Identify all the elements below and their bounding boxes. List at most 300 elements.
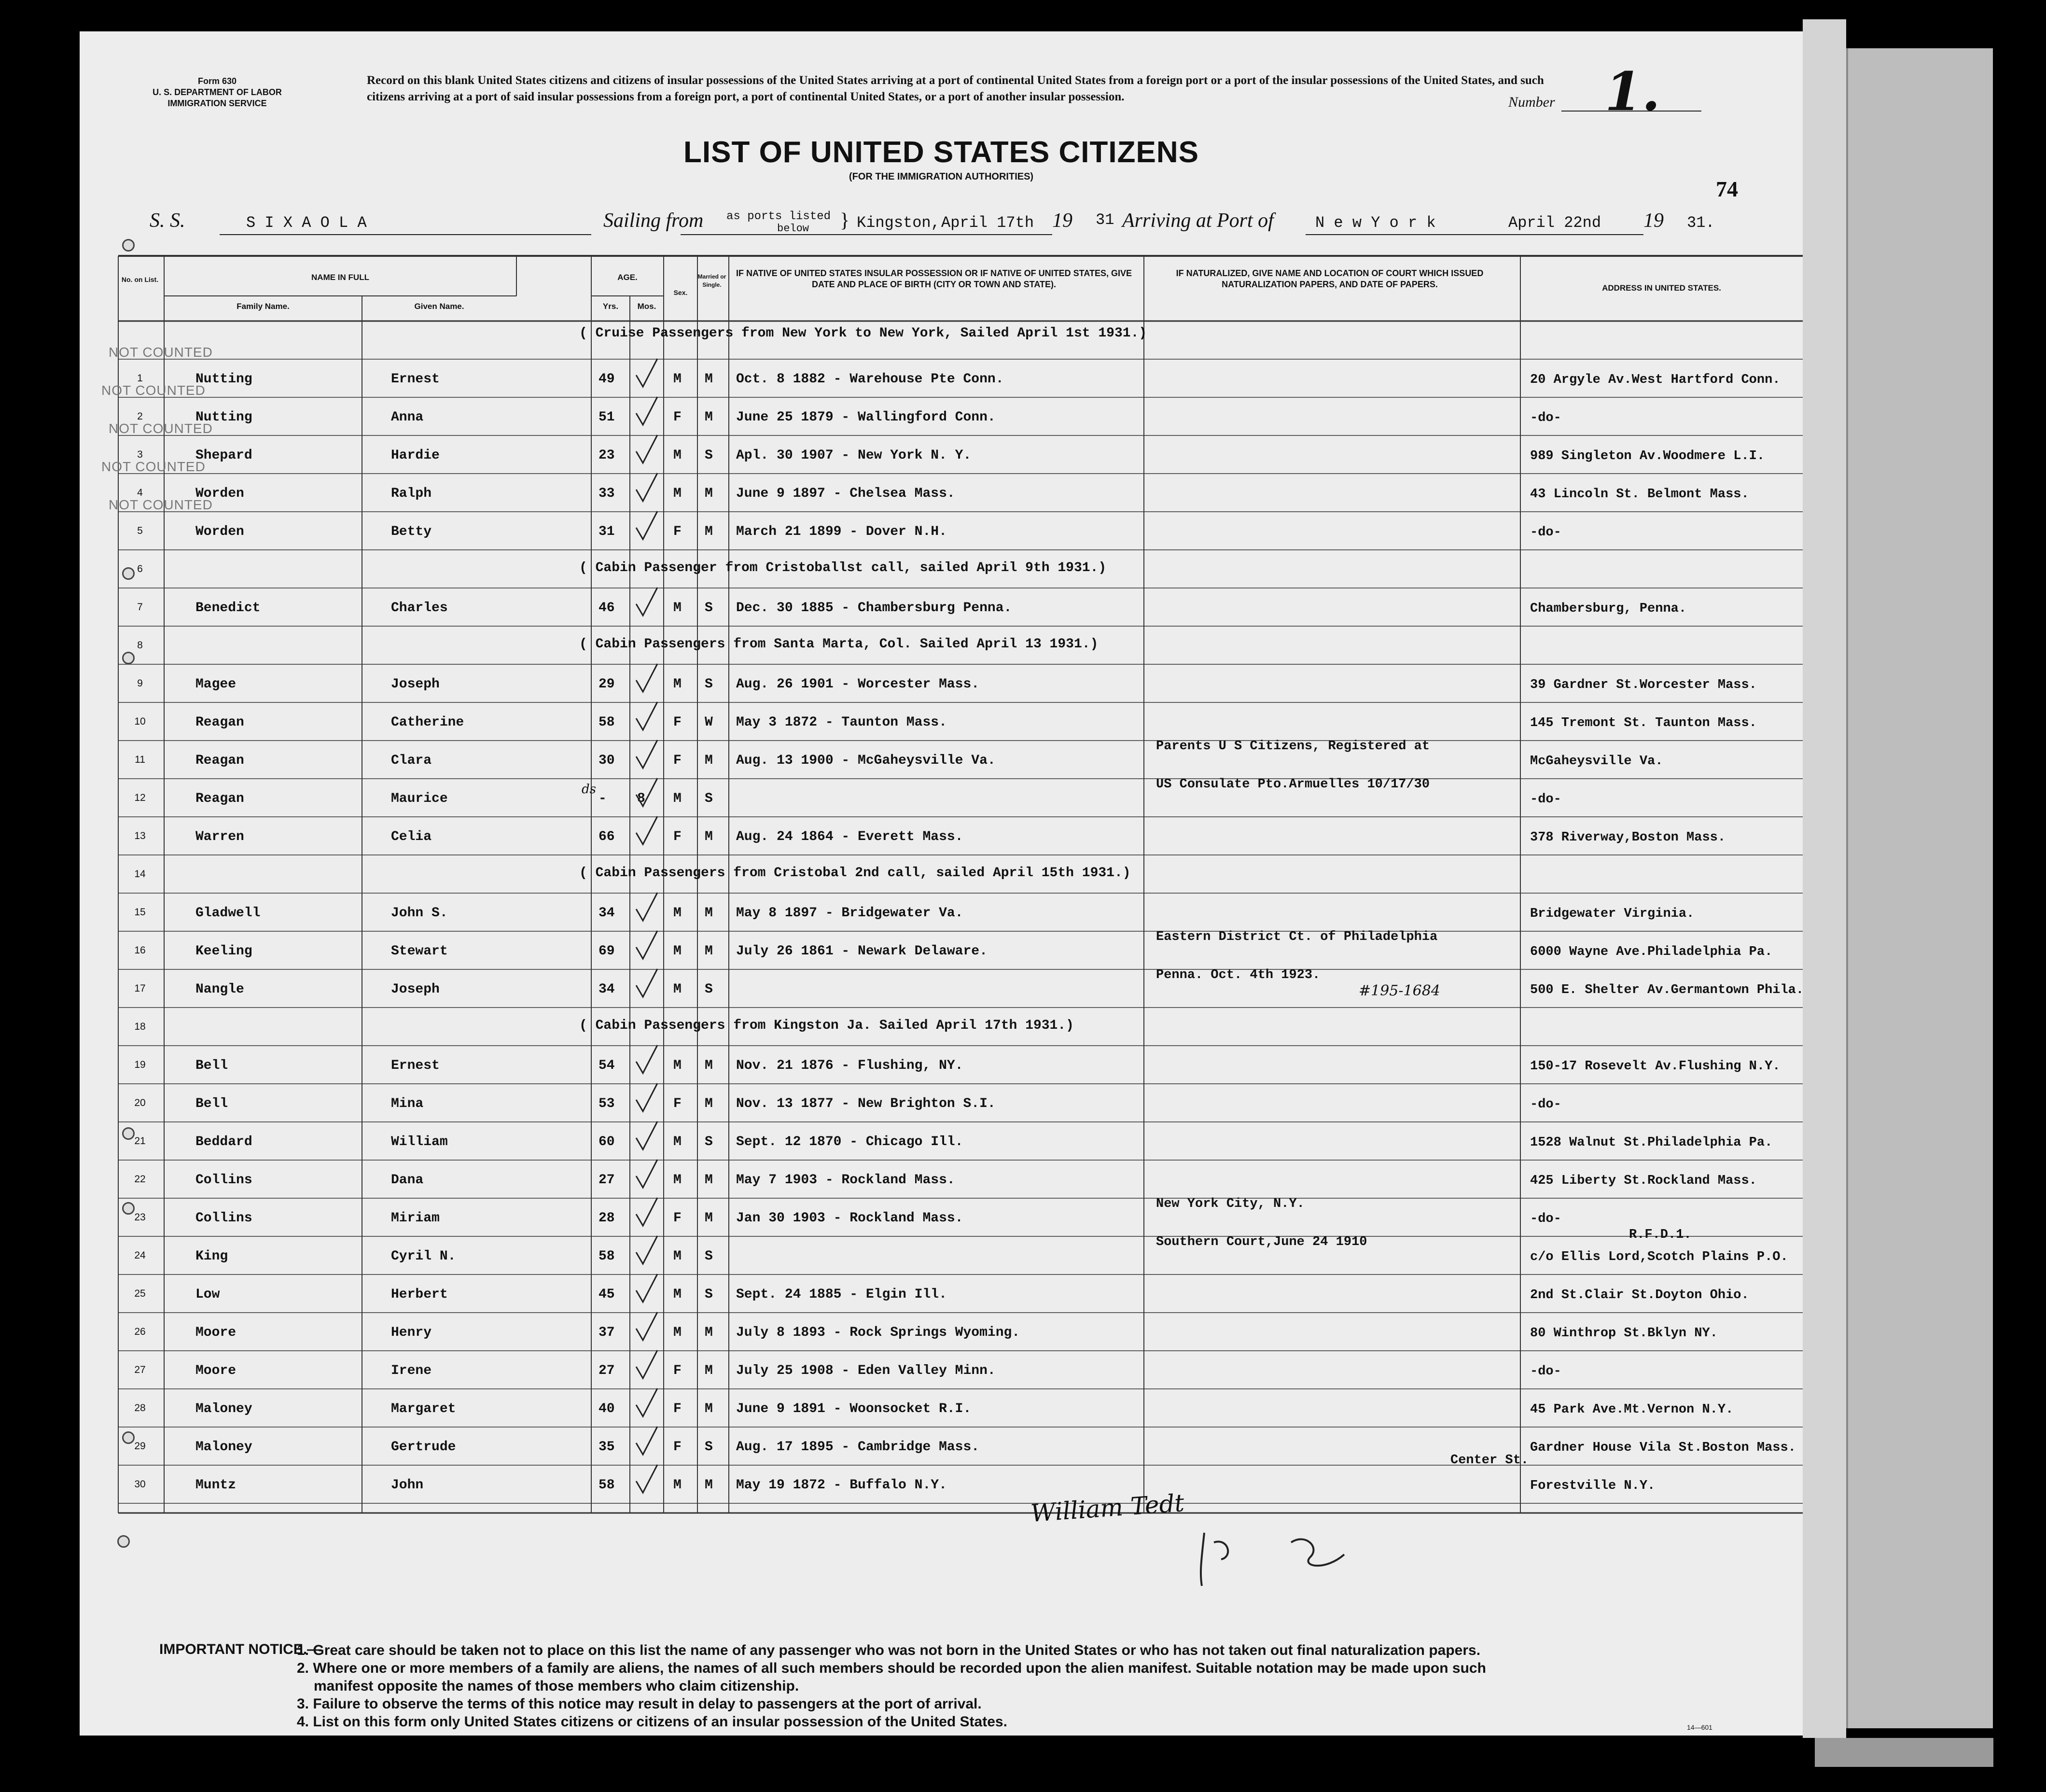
given-name: Dana xyxy=(391,1173,424,1188)
check-mark-icon xyxy=(632,1425,661,1458)
birth-info: May 3 1872 - Taunton Mass. xyxy=(736,715,947,730)
birth-info: May 19 1872 - Buffalo N.Y. xyxy=(736,1478,947,1493)
header-given-name: Given Name. xyxy=(414,302,464,311)
check-mark-icon xyxy=(632,1120,661,1153)
given-name: Maurice xyxy=(391,791,448,806)
row-number: 12 xyxy=(134,792,146,803)
row-number: 8 xyxy=(137,640,143,651)
sex: F xyxy=(673,1440,682,1455)
family-name: Magee xyxy=(195,677,237,692)
group-label-cruise: ( Cruise Passengers from New York to New York, Sailed April 1st 1931.) xyxy=(579,326,1147,341)
check-mark-icon xyxy=(632,1310,661,1344)
row-number: 10 xyxy=(134,716,146,727)
arriving-label: Arriving at Port of xyxy=(1122,210,1274,232)
row-number: 16 xyxy=(134,945,146,956)
birth-info: June 25 1879 - Wallingford Conn. xyxy=(736,410,996,425)
given-name: Hardie xyxy=(391,448,440,463)
row-number: 11 xyxy=(135,754,145,765)
check-mark-icon xyxy=(632,586,661,619)
notice-item-2: 2. Where one or more members of a family are aliens, the names of all such members should be recorded upon the alien manifest. Suitable notation may be made upon such xyxy=(297,1660,1486,1676)
group-label: ( Cabin Passengers from Cristobal 2nd call, sailed April 15th 1931.) xyxy=(579,866,1131,881)
sex: F xyxy=(673,1363,682,1378)
marital-status: S xyxy=(705,601,713,616)
us-address: 150-17 Rosevelt Av.Flushing N.Y. xyxy=(1530,1059,1781,1074)
not-counted-stamp: NOT COUNTED xyxy=(101,383,206,398)
check-mark-icon xyxy=(632,1234,661,1268)
given-name: Joseph xyxy=(391,982,440,997)
sailing-from-value-2: below xyxy=(777,223,809,235)
arrival-port: N e w Y o r k xyxy=(1315,214,1436,232)
page-title: LIST OF UNITED STATES CITIZENS xyxy=(683,136,1199,169)
header-age: AGE. xyxy=(617,273,638,282)
naturalization-info: New York City, N.Y. xyxy=(1156,1197,1305,1211)
given-name: Betty xyxy=(391,524,432,539)
birth-info: July 25 1908 - Eden Valley Minn. xyxy=(736,1363,996,1378)
birth-info: Nov. 13 1877 - New Brighton S.I. xyxy=(736,1096,996,1111)
age-years: 28 xyxy=(598,1211,615,1226)
family-name: Reagan xyxy=(195,791,244,806)
brace: } xyxy=(840,210,850,232)
given-name: William xyxy=(391,1134,448,1149)
table-row xyxy=(80,497,1803,550)
table-row xyxy=(80,1274,1803,1313)
given-name: Joseph xyxy=(391,677,440,692)
row-number: 17 xyxy=(134,983,146,994)
sailing-line xyxy=(681,234,1052,235)
us-address: -do- xyxy=(1530,1212,1561,1226)
marital-status: M xyxy=(705,1401,713,1416)
row-number: 15 xyxy=(134,907,146,918)
marital-status: M xyxy=(705,1173,713,1188)
given-name: Henry xyxy=(391,1325,432,1340)
sex: F xyxy=(673,524,682,539)
table-row xyxy=(80,550,1803,588)
page-edge-bottom xyxy=(1815,1738,1993,1767)
row-number: 2 xyxy=(137,411,143,422)
marital-status: M xyxy=(705,1478,713,1493)
punch-hole xyxy=(122,652,135,664)
family-name: King xyxy=(195,1249,228,1264)
check-mark-icon xyxy=(632,776,661,810)
family-name: Collins xyxy=(195,1211,252,1226)
birth-info: Oct. 8 1882 - Warehouse Pte Conn. xyxy=(736,372,1004,387)
notice-title: IMPORTANT NOTICE.— xyxy=(159,1641,322,1657)
sex: F xyxy=(673,1401,682,1416)
birth-info: May 8 1897 - Bridgewater Va. xyxy=(736,906,963,921)
family-name: Bell xyxy=(195,1058,228,1073)
check-mark-icon xyxy=(632,433,661,467)
birth-info: Sept. 24 1885 - Elgin Ill. xyxy=(736,1287,947,1302)
sailing-port: Kingston, xyxy=(857,214,940,232)
notice-item-4: 4. List on this form only United States citizens or citizens of an insular possession of the United States. xyxy=(297,1714,1007,1730)
birth-info: Aug. 26 1901 - Worcester Mass. xyxy=(736,677,980,692)
check-mark-icon xyxy=(632,700,661,734)
family-name: Collins xyxy=(195,1173,252,1188)
table-row xyxy=(80,345,1803,397)
family-name: Benedict xyxy=(195,601,261,616)
sex: M xyxy=(673,677,682,692)
given-name: Ernest xyxy=(391,1058,440,1073)
signature-scribble xyxy=(1117,1528,1359,1596)
sex: M xyxy=(673,372,682,387)
table-row xyxy=(80,855,1803,893)
age-years: 60 xyxy=(598,1134,615,1149)
row-number: 25 xyxy=(134,1288,146,1299)
given-name: Charles xyxy=(391,601,448,616)
us-address: 43 Lincoln St. Belmont Mass. xyxy=(1530,487,1749,502)
year-prefix-2: 19 xyxy=(1643,210,1664,232)
marital-status: M xyxy=(705,1325,713,1340)
age-years: 46 xyxy=(598,601,615,616)
family-name: Worden xyxy=(195,486,244,501)
family-name: Moore xyxy=(195,1325,237,1340)
not-counted-stamp: NOT COUNTED xyxy=(109,497,213,512)
birth-info: Dec. 30 1885 - Chambersburg Penna. xyxy=(736,601,1012,616)
punch-hole xyxy=(122,1127,135,1140)
age-years: - xyxy=(598,791,607,806)
marital-status: S xyxy=(705,1440,713,1455)
sex: M xyxy=(673,1058,682,1073)
marital-status: M xyxy=(705,944,713,959)
birth-info: Aug. 24 1864 - Everett Mass. xyxy=(736,829,963,844)
us-address: -do- xyxy=(1530,1364,1561,1379)
handwritten-mark: ds xyxy=(582,782,596,797)
sex: M xyxy=(673,486,682,501)
sailing-from-value: as ports listed xyxy=(726,210,831,223)
birth-info: July 26 1861 - Newark Delaware. xyxy=(736,944,988,959)
table-row xyxy=(80,421,1803,474)
us-address: 80 Winthrop St.Bklyn NY. xyxy=(1530,1326,1718,1341)
us-address: 39 Gardner St.Worcester Mass. xyxy=(1530,678,1757,692)
given-name: Clara xyxy=(391,753,432,768)
punch-hole xyxy=(122,1202,135,1215)
given-name: Stewart xyxy=(391,944,448,959)
punch-hole xyxy=(122,567,135,580)
given-name: Cyril N. xyxy=(391,1249,456,1264)
naturalization-info: US Consulate Pto.Armuelles 10/17/30 xyxy=(1156,777,1430,792)
age-years: 54 xyxy=(598,1058,615,1073)
family-name: Reagan xyxy=(195,753,244,768)
header-name-in-full: NAME IN FULL xyxy=(311,273,369,282)
sex: M xyxy=(673,1173,682,1188)
us-address: -do- xyxy=(1530,1097,1561,1112)
age-years: 30 xyxy=(598,753,615,768)
age-years: 34 xyxy=(598,982,615,997)
table-row xyxy=(80,1122,1803,1160)
row-number: 18 xyxy=(134,1021,146,1032)
given-name: John xyxy=(391,1478,424,1493)
age-years: 58 xyxy=(598,1478,615,1493)
marital-status: S xyxy=(705,1249,713,1264)
header-yrs: Yrs. xyxy=(602,302,619,311)
age-years: 27 xyxy=(598,1173,615,1188)
us-address: 20 Argyle Av.West Hartford Conn. xyxy=(1530,373,1781,387)
table-row xyxy=(80,1313,1803,1351)
naturalization-info: Southern Court,June 24 1910 xyxy=(1156,1235,1367,1249)
service: IMMIGRATION SERVICE xyxy=(167,98,267,108)
us-address: 145 Tremont St. Taunton Mass. xyxy=(1530,716,1757,730)
form-number: Form 630 xyxy=(197,76,237,86)
group-label: ( Cabin Passengers from Kingston Ja. Sailed April 17th 1931.) xyxy=(579,1018,1074,1033)
marital-status: W xyxy=(705,715,713,730)
us-address: -do- xyxy=(1530,525,1561,540)
notice-item-2-cont: manifest opposite the names of those members who claim citizenship. xyxy=(314,1678,799,1694)
form-code: 14—601 xyxy=(1687,1723,1712,1731)
family-name: Maloney xyxy=(195,1401,252,1416)
header-married: Married or Single. xyxy=(697,273,726,288)
row-number: 29 xyxy=(134,1441,146,1452)
sex: M xyxy=(673,791,682,806)
ship-line xyxy=(220,234,591,235)
family-name: Nutting xyxy=(195,410,252,425)
age-years: 69 xyxy=(598,944,615,959)
marital-status: S xyxy=(705,791,713,806)
us-address: Forestville N.Y. xyxy=(1530,1479,1656,1493)
number-label: Number xyxy=(1508,94,1555,110)
header-address: ADDRESS IN UNITED STATES. xyxy=(1602,283,1721,293)
check-mark-icon xyxy=(632,1348,661,1382)
family-name: Beddard xyxy=(195,1134,252,1149)
given-name: Miriam xyxy=(391,1211,440,1226)
birth-info: Nov. 21 1876 - Flushing, NY. xyxy=(736,1058,963,1073)
year-prefix-1: 19 xyxy=(1052,210,1072,232)
marital-status: S xyxy=(705,1287,713,1302)
us-address: McGaheysville Va. xyxy=(1530,754,1663,769)
sex: M xyxy=(673,982,682,997)
given-name: Anna xyxy=(391,410,424,425)
birth-info: Apl. 30 1907 - New York N. Y. xyxy=(736,448,972,463)
us-address: Bridgewater Virginia. xyxy=(1530,907,1695,921)
us-address: Chambersburg, Penna. xyxy=(1530,602,1687,616)
table-row xyxy=(80,459,1803,512)
table-row xyxy=(80,383,1803,435)
header-naturalized: IF NATURALIZED, GIVE NAME AND LOCATION OF COURT WHICH ISSUED NATURALIZATION PAPERS, AND DATE OF PAPERS. xyxy=(1176,268,1484,289)
given-name: Gertrude xyxy=(391,1440,456,1455)
age-years: 23 xyxy=(598,448,615,463)
us-address: 378 Riverway,Boston Mass. xyxy=(1530,830,1726,845)
given-name: Mina xyxy=(391,1096,424,1111)
sex: F xyxy=(673,1096,682,1111)
family-name: Keeling xyxy=(195,944,252,959)
birth-info: July 8 1893 - Rock Springs Wyoming. xyxy=(736,1325,1020,1340)
row-number: 26 xyxy=(134,1326,146,1337)
row-number: 4 xyxy=(137,487,143,498)
list-number: 1. xyxy=(1605,60,1660,123)
birth-info: May 7 1903 - Rockland Mass. xyxy=(736,1173,955,1188)
check-mark-icon xyxy=(632,1081,661,1115)
table-row xyxy=(80,626,1803,664)
family-name: Muntz xyxy=(195,1478,237,1493)
marital-status: M xyxy=(705,829,713,844)
row-number: 14 xyxy=(134,868,146,880)
age-years: 29 xyxy=(598,677,615,692)
marital-status: M xyxy=(705,1096,713,1111)
row-number: 27 xyxy=(134,1364,146,1375)
age-years: 51 xyxy=(598,410,615,425)
check-mark-icon xyxy=(632,814,661,848)
notice-item-3: 3. Failure to observe the terms of this notice may result in delay to passengers at the port of arrival. xyxy=(297,1696,982,1712)
table-row xyxy=(80,1198,1803,1236)
naturalization-info: Penna. Oct. 4th 1923. xyxy=(1156,968,1321,982)
sex: F xyxy=(673,753,682,768)
age-years: 37 xyxy=(598,1325,615,1340)
table-row xyxy=(80,1084,1803,1122)
check-mark-icon xyxy=(632,738,661,772)
record-instructions: Record on this blank United States citizens and citizens of insular possessions of the United States arriving at a port of continental United States from a foreign port or a port of the insular possessions of the United States, and such citizens arriving at a port of said insular possessions from a foreign port, a port of continental United States, or a port of another insular possession. xyxy=(367,74,1544,103)
marital-status: S xyxy=(705,448,713,463)
family-name: Bell xyxy=(195,1096,228,1111)
check-mark-icon xyxy=(632,1043,661,1077)
family-name: Nutting xyxy=(195,372,252,387)
sex: M xyxy=(673,1134,682,1149)
table-row xyxy=(80,588,1803,626)
ship-name: S I X A O L A xyxy=(246,214,367,232)
sex: F xyxy=(673,410,682,425)
group-label: ( Cabin Passengers from Santa Marta, Col. Sailed April 13 1931.) xyxy=(579,637,1099,652)
given-name: Margaret xyxy=(391,1401,456,1416)
birth-info: Aug. 13 1900 - McGaheysville Va. xyxy=(736,753,996,768)
family-name: Worden xyxy=(195,524,244,539)
us-address: 6000 Wayne Ave.Philadelphia Pa. xyxy=(1530,945,1773,959)
rfd-note: R.F.D.1. xyxy=(1629,1228,1692,1242)
punch-hole xyxy=(122,1431,135,1444)
age-years: 45 xyxy=(598,1287,615,1302)
us-address: -do- xyxy=(1530,792,1561,807)
sailing-from-label: Sailing from xyxy=(603,210,704,232)
sex: M xyxy=(673,944,682,959)
sailing-year: 31 xyxy=(1096,211,1114,229)
form-identifier xyxy=(123,76,311,109)
sex: M xyxy=(673,906,682,921)
sex: M xyxy=(673,601,682,616)
row-number: 20 xyxy=(134,1097,146,1108)
sex: M xyxy=(673,1325,682,1340)
marital-status: M xyxy=(705,524,713,539)
age-years: 40 xyxy=(598,1401,615,1416)
marital-status: M xyxy=(705,1363,713,1378)
check-mark-icon xyxy=(632,1386,661,1420)
age-years: 31 xyxy=(598,524,615,539)
row-number: 1 xyxy=(137,373,143,384)
sex: M xyxy=(673,1478,682,1493)
marital-status: S xyxy=(705,677,713,692)
marital-status: M xyxy=(705,1211,713,1226)
marital-status: M xyxy=(705,486,713,501)
age-years: 58 xyxy=(598,1249,615,1264)
row-number: 21 xyxy=(134,1135,146,1147)
check-mark-icon xyxy=(632,929,661,963)
group-label: ( Cabin Passenger from Cristoballst call, sailed April 9th 1931.) xyxy=(579,560,1107,575)
sex: F xyxy=(673,715,682,730)
row-number: 13 xyxy=(134,830,146,841)
us-address: 500 E. Shelter Av.Germantown Phila. xyxy=(1530,983,1804,997)
birth-info: March 21 1899 - Dover N.H. xyxy=(736,524,947,539)
table-row xyxy=(80,1008,1803,1046)
table-row xyxy=(80,1160,1803,1198)
us-address: -do- xyxy=(1530,411,1561,425)
page-subtitle: (FOR THE IMMIGRATION AUTHORITIES) xyxy=(849,171,1034,182)
row-number: 3 xyxy=(137,449,143,460)
row-number: 30 xyxy=(134,1479,146,1490)
sex: F xyxy=(673,1211,682,1226)
family-name: Moore xyxy=(195,1363,237,1378)
punch-hole xyxy=(122,239,135,252)
given-name: Ralph xyxy=(391,486,432,501)
us-address: 2nd St.Clair St.Doyton Ohio. xyxy=(1530,1288,1749,1302)
us-address: 425 Liberty St.Rockland Mass. xyxy=(1530,1174,1757,1188)
row-number: 9 xyxy=(137,678,143,689)
check-mark-icon xyxy=(632,509,661,543)
birth-info: June 9 1891 - Woonsocket R.I. xyxy=(736,1401,972,1416)
table-row xyxy=(80,779,1803,817)
header-no: No. on List. xyxy=(121,276,159,283)
birth-info: Sept. 12 1870 - Chicago Ill. xyxy=(736,1134,963,1149)
row-number: 23 xyxy=(134,1212,146,1223)
table-row xyxy=(80,1236,1803,1274)
ss-label: S. S. xyxy=(150,210,185,232)
family-name: Warren xyxy=(195,829,244,844)
page-number: 74 xyxy=(1716,177,1738,201)
header-family-name: Family Name. xyxy=(237,302,290,311)
us-address: Gardner House Vila St.Boston Mass. xyxy=(1530,1441,1796,1455)
check-mark-icon xyxy=(632,471,661,505)
page-edge xyxy=(1803,19,1846,1738)
arrival-date: April 22nd xyxy=(1508,214,1601,232)
table-row xyxy=(80,702,1803,741)
check-mark-icon xyxy=(632,891,661,924)
check-mark-icon xyxy=(632,662,661,696)
marital-status: S xyxy=(705,982,713,997)
family-name: Gladwell xyxy=(195,906,261,921)
check-mark-icon xyxy=(632,1158,661,1191)
check-mark-icon xyxy=(632,967,661,1001)
marital-status: M xyxy=(705,410,713,425)
arrival-line xyxy=(1306,234,1643,235)
family-name: Maloney xyxy=(195,1440,252,1455)
naturalization-info: Eastern District Ct. of Philadelphia xyxy=(1156,930,1438,944)
table-row xyxy=(80,1389,1803,1427)
given-name: John S. xyxy=(391,906,448,921)
table-row xyxy=(80,1046,1803,1084)
header-mos: Mos. xyxy=(637,302,656,311)
table-row xyxy=(80,664,1803,702)
table-row xyxy=(80,1427,1803,1465)
notice-item-1: 1. Great care should be taken not to place on this list the name of any passenger who was not born in the United States or who has not taken out final naturalization papers. xyxy=(297,1642,1481,1658)
us-address: 989 Singleton Av.Woodmere L.I. xyxy=(1530,449,1765,463)
sex: M xyxy=(673,1249,682,1264)
marital-status: M xyxy=(705,1058,713,1073)
age-years: 27 xyxy=(598,1363,615,1378)
age-years: 34 xyxy=(598,906,615,921)
table-row xyxy=(80,969,1803,1008)
row-number: 24 xyxy=(134,1250,146,1261)
table-row xyxy=(80,1465,1803,1503)
table-row xyxy=(80,893,1803,931)
family-name: Nangle xyxy=(195,982,244,997)
header-sex: Sex. xyxy=(673,289,688,296)
family-name: Shepard xyxy=(195,448,252,463)
sex: M xyxy=(673,1287,682,1302)
age-years: 66 xyxy=(598,829,615,844)
row-number: 5 xyxy=(137,525,143,536)
age-years: 35 xyxy=(598,1440,615,1455)
given-name: Celia xyxy=(391,829,432,844)
table-row xyxy=(80,931,1803,969)
not-counted-stamp: NOT COUNTED xyxy=(109,421,213,436)
row-number: 22 xyxy=(134,1174,146,1185)
table-row xyxy=(80,817,1803,855)
marital-status: M xyxy=(705,372,713,387)
